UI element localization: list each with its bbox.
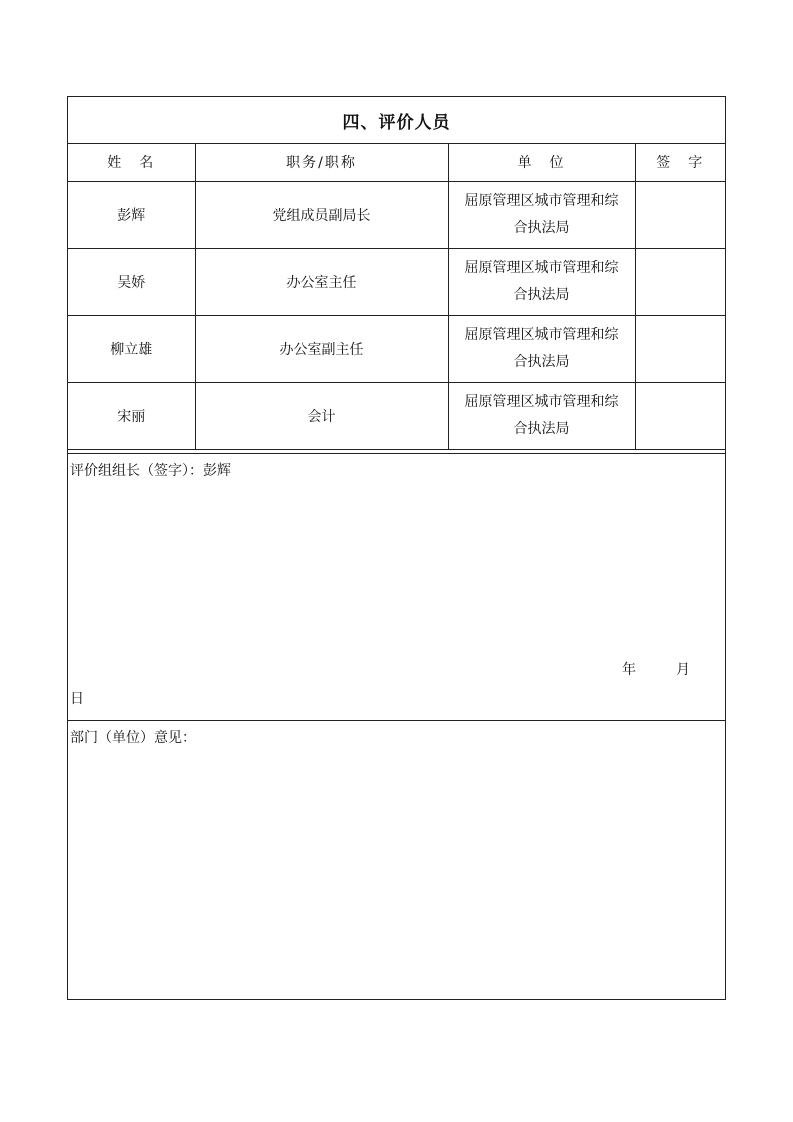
table-row	[68, 182, 725, 249]
signature-cell[interactable]	[635, 383, 725, 450]
table-row	[68, 316, 725, 383]
unit-line-2: 合执法局	[513, 287, 570, 303]
column-header-position: 职务/职称	[195, 143, 448, 182]
person-unit	[448, 316, 635, 383]
date-year-label: 年	[622, 662, 636, 678]
date-month-label: 月	[676, 662, 690, 678]
team-leader-section[interactable]	[68, 453, 725, 720]
department-opinion-label: 部门（单位）意见：	[70, 730, 196, 746]
table-row	[68, 249, 725, 316]
evaluation-personnel-form	[67, 96, 726, 1000]
unit-line-1: 屈原管理区城市管理和综	[464, 193, 619, 209]
column-header-name: 姓 名	[68, 143, 195, 182]
person-position: 会计	[195, 383, 448, 450]
person-unit	[448, 182, 635, 249]
person-position: 办公室主任	[195, 249, 448, 316]
unit-line-1: 屈原管理区城市管理和综	[464, 327, 619, 343]
person-unit	[448, 383, 635, 450]
unit-line-1: 屈原管理区城市管理和综	[464, 394, 619, 410]
section-title: 四、评价人员	[68, 97, 725, 144]
signature-cell[interactable]	[635, 316, 725, 383]
personnel-table	[68, 143, 725, 450]
person-unit	[448, 249, 635, 316]
person-name: 宋丽	[68, 383, 195, 450]
column-header-signature: 签 字	[635, 143, 725, 182]
person-name: 柳立雄	[68, 316, 195, 383]
signature-cell[interactable]	[635, 182, 725, 249]
unit-line-2: 合执法局	[513, 421, 570, 437]
unit-line-2: 合执法局	[513, 220, 570, 236]
person-position: 党组成员副局长	[195, 182, 448, 249]
person-position: 办公室副主任	[195, 316, 448, 383]
table-header-row	[68, 143, 725, 182]
table-row	[68, 383, 725, 450]
unit-line-1: 屈原管理区城市管理和综	[464, 260, 619, 276]
date-year-month	[622, 659, 690, 679]
column-header-unit: 单 位	[448, 143, 635, 182]
team-leader-label: 评价组组长（签字）：彭辉	[70, 463, 231, 479]
date-day-label: 日	[70, 691, 84, 707]
person-name: 彭辉	[68, 182, 195, 249]
person-name: 吴娇	[68, 249, 195, 316]
unit-line-2: 合执法局	[513, 354, 570, 370]
department-opinion-section[interactable]	[68, 720, 725, 999]
signature-cell[interactable]	[635, 249, 725, 316]
